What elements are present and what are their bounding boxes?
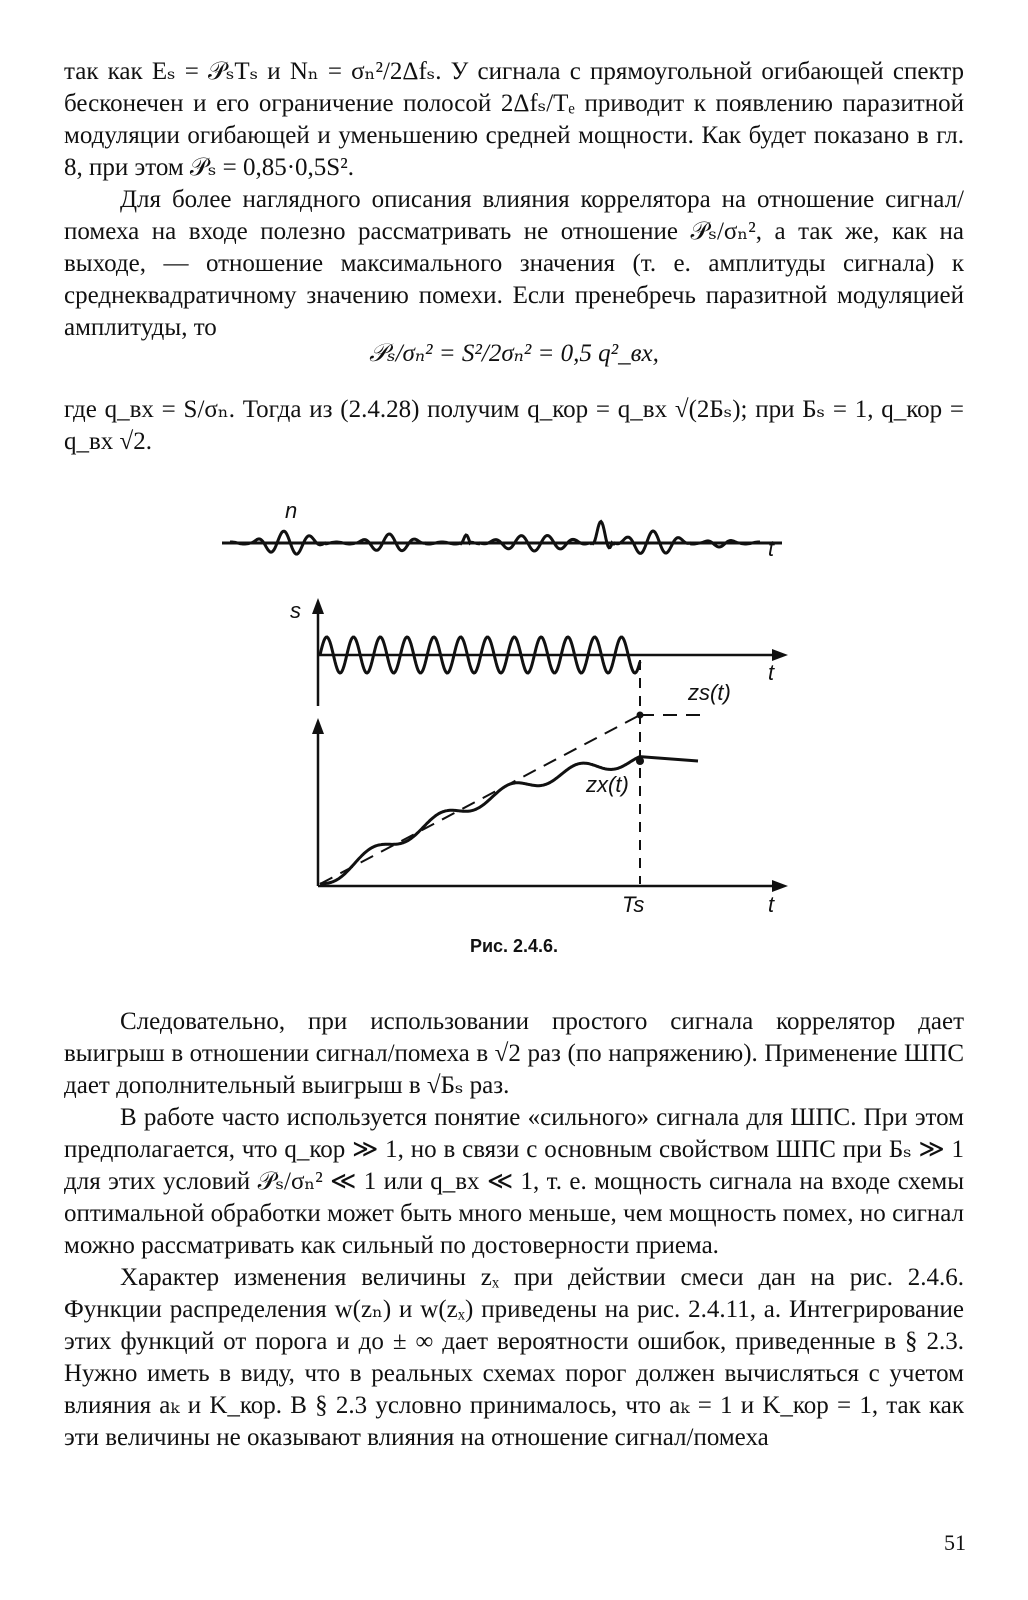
paragraph-2: Для более наглядного описания влияния коррелятора на отношение сигнал/помеха на входе полезно рассматривать не отношение 𝒫ₛ/σₙ², а так же, как на выходе, — отношение максимального значения (т. е. амплитуды сигнала) к среднеквадратичному значению помехи. Если пренебречь паразитной модуляцией амплитуды, то — [64, 186, 964, 341]
label-t2: t — [768, 660, 775, 685]
paragraph-5: В работе часто используется понятие «сильного» сигнала для ШПС. При этом предполагается, что q_кор ≫ 1, но в связи с основным свойством ШПС при Бₛ ≫ 1 для этих условий 𝒫ₛ/σₙ² ≪ 1 или q_вх ≪ 1, т. е. мощность сигнала на входе схемы оптимальной обработки может быть много меньше, чем мощность помех, но сигнал можно рассматривать как сильный по достоверности приема. — [64, 1104, 964, 1259]
equation: 𝒫ₛ/σₙ² = S²/2σₙ² = 0,5 q²_вх, — [369, 340, 659, 367]
label-Ts: Ts — [622, 892, 645, 917]
output-plot — [312, 660, 788, 917]
output-x-arrow — [772, 880, 788, 892]
text-block-mid — [64, 394, 964, 458]
paragraph-6: Характер изменения величины zₓ при действии смеси дан на рис. 2.4.6. Функции распределения w(zₙ) и w(zₓ) приведены на рис. 2.4.11, а. Интегрирование этих функций от порога и до ± ∞ дает вероятности ошибок, приведенные в § 2.3. Нужно иметь в виду, что в реальных схемах порог должен вычисляться с учетом влияния aₖ и K_кор. В § 2.3 условно принималось, что aₖ = 1 и K_кор = 1, так как эти величины не оказывают влияния на отношение сигнал/помеха — [64, 1264, 964, 1451]
noise-curve — [230, 522, 760, 555]
paragraph-1: так как Eₛ = 𝒫ₛTₛ и Nₙ = σₙ²/2Δfₛ. У сигнала с прямоугольной огибающей спектр бесконечен и его ограничение полосой 2Δfₛ/Tₑ приводит к появлению паразитной модуляции огибающей и уменьшению средней мощности. Как будет показано в гл. 8, при этом 𝒫ₛ = 0,85·0,5S². — [64, 58, 964, 181]
figure-2-4-6 — [0, 480, 1028, 930]
label-n: n — [285, 498, 298, 523]
paragraph-4: Следовательно, при использовании простого сигнала коррелятор дает выигрыш в отношении сигнал/помеха в √2 раз (по напряжению). Применение ШПС дает дополнительный выигрыш в √Бₛ раз. — [64, 1008, 964, 1099]
signal-y-arrow — [312, 598, 324, 614]
signal-x-arrow — [772, 649, 788, 661]
text-block-top — [64, 56, 964, 344]
zx-marker — [636, 757, 644, 765]
zs-marker — [637, 712, 644, 719]
noise-plot — [222, 498, 782, 561]
label-zs: zs(t) — [688, 680, 731, 705]
output-y-arrow — [312, 718, 324, 734]
zx-curve — [320, 757, 698, 884]
label-t1: t — [768, 536, 775, 561]
text-block-bottom — [64, 1006, 964, 1454]
label-s: s — [290, 598, 301, 623]
page-number: 51 — [944, 1530, 966, 1555]
zs-dashed-line — [320, 715, 640, 884]
label-t3: t — [768, 892, 775, 917]
paragraph-3: где q_вх = S/σₙ. Тогда из (2.4.28) получим q_кор = q_вх √(2Бₛ); при Бₛ = 1, q_кор = q_вх √2. — [64, 396, 964, 455]
figure-caption: Рис. 2.4.6. — [469, 936, 559, 956]
label-zx: zx(t) — [586, 772, 629, 797]
